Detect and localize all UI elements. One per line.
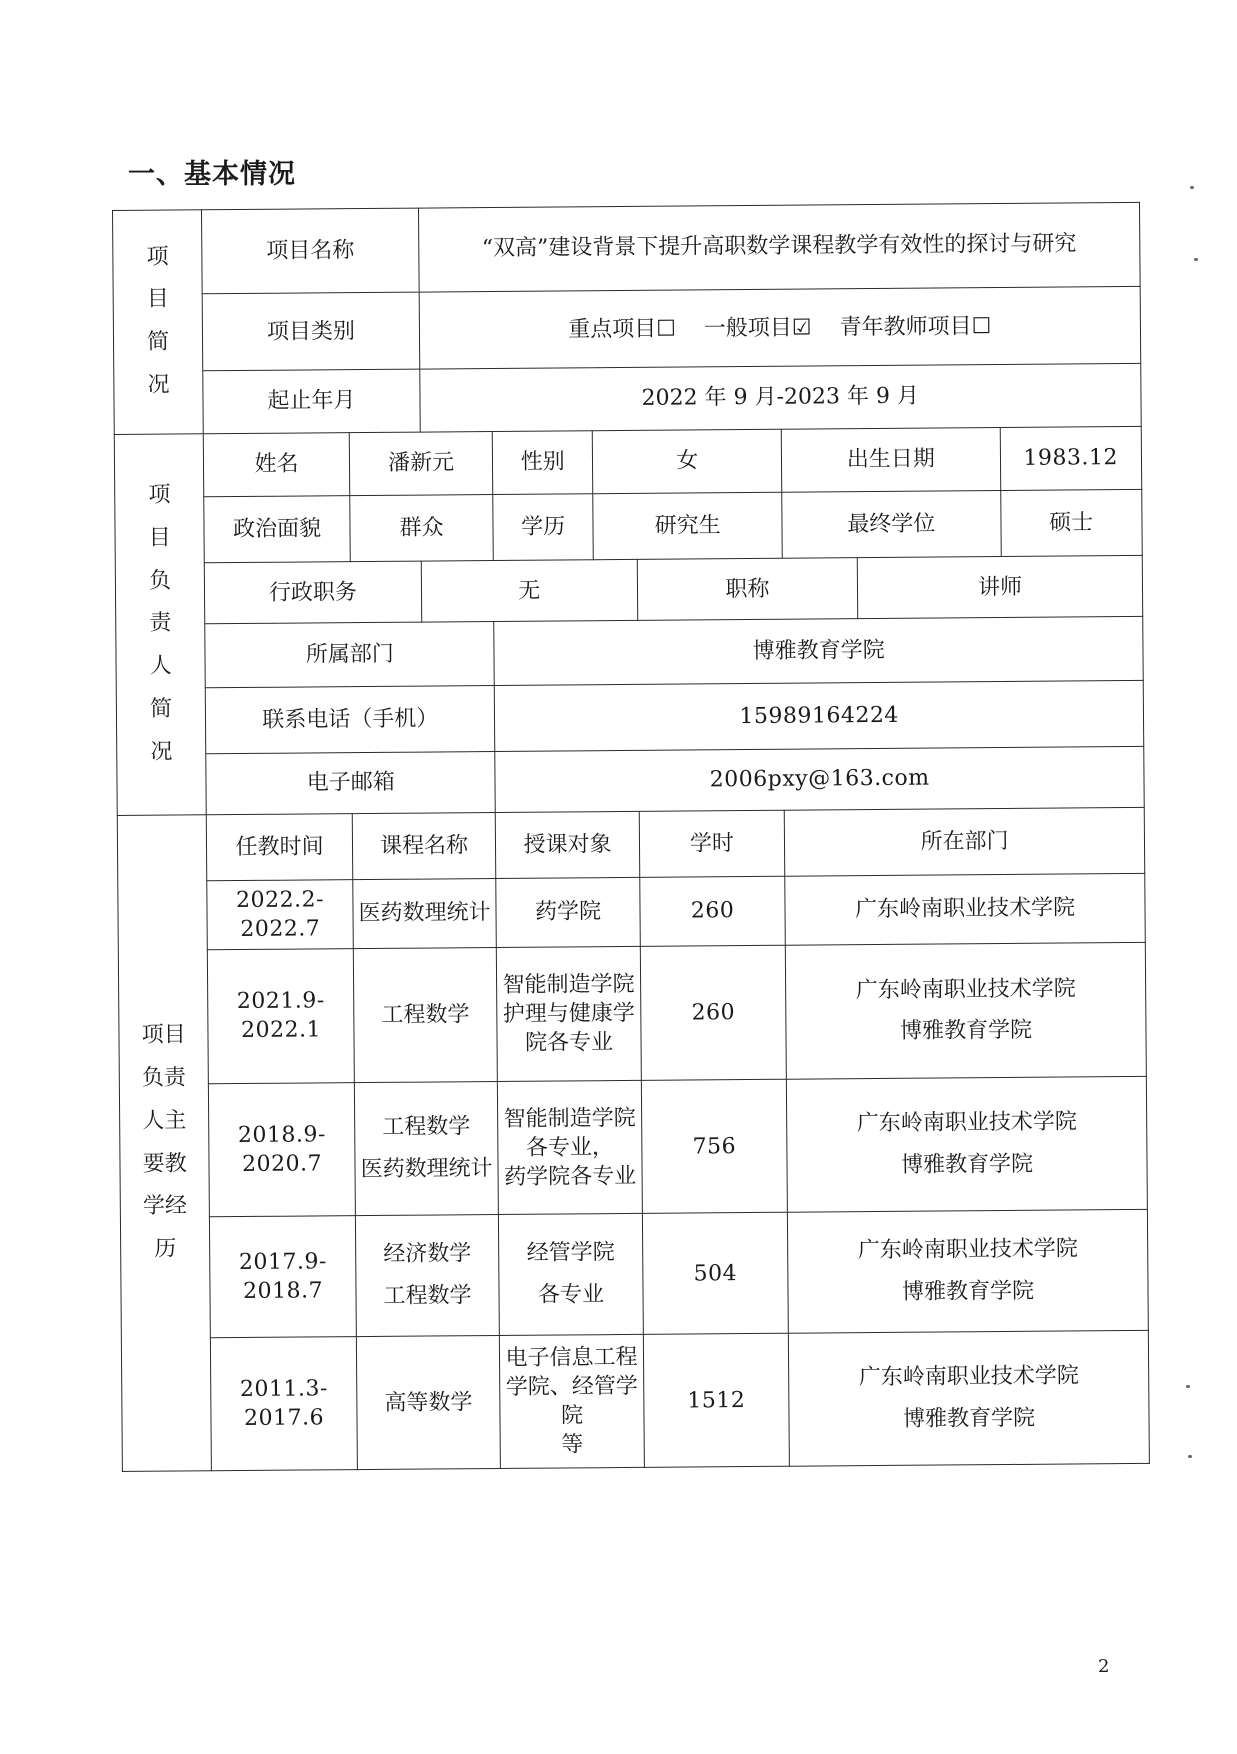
row-targets: 药学院 [496,877,640,947]
leader-row-2 [115,490,1142,564]
project-name-value: “双高”建设背景下提升高职数学课程教学有效性的探讨与研究 [418,202,1140,292]
birth-label: 出生日期 [781,427,1000,492]
scan-speck [1194,258,1198,261]
row-courses: 经济数学 工程数学 [355,1215,499,1337]
admin-value: 无 [421,559,638,622]
scan-speck [1186,1385,1190,1388]
education-label: 学历 [493,494,593,561]
table-row [120,1210,1148,1339]
email-value: 2006pxy@163.com [495,746,1144,812]
political-value: 群众 [350,495,494,562]
leader-row-1 [114,426,1141,498]
row-hours: 260 [640,876,786,946]
row-period: 2018.9-2020.7 [209,1082,356,1217]
project-period-value: 2022 年 9 月-2023 年 9 月 [419,364,1141,432]
header-period: 任教时间 [207,814,353,881]
row-targets: 经管学院 各专业 [499,1214,643,1336]
header-target: 授课对象 [496,811,640,878]
scan-speck [1188,1455,1192,1458]
project-period-label: 起止年月 [203,369,420,433]
name-label: 姓名 [204,432,350,497]
header-hours: 学时 [639,810,785,877]
degree-label: 最终学位 [782,491,1001,558]
project-type-label: 项目类别 [203,292,420,370]
row-period: 2021.9-2022.1 [208,949,355,1084]
row-period: 2022.2-2022.7 [207,879,353,949]
scan-speck [1190,186,1194,189]
political-label: 政治面貌 [204,496,350,563]
leader-row-4 [116,617,1143,689]
project-overview-label: 项 目 简 况 [113,210,204,434]
project-type-options: 重点项目☐ 一般项目☑ 青年教师项目☐ [419,287,1141,369]
row-hours: 260 [640,945,787,1080]
dept-label: 所属部门 [205,622,494,688]
row-hours: 756 [641,1079,788,1214]
row-depts: 广东岭南职业技术学院 博雅教育学院 [786,942,1147,1079]
row-period: 2017.9-2018.7 [210,1216,356,1338]
row-depts: 广东岭南职业技术学院 博雅教育学院 [788,1210,1149,1333]
row-hours: 504 [642,1213,788,1335]
gender-label: 性别 [493,430,593,494]
table-row [118,873,1146,950]
leader-row-6 [117,746,1144,815]
degree-value: 硕士 [1000,490,1142,557]
leader-overview-label: 项 目 负 责 人 简 况 [114,433,206,815]
name-value: 潘新元 [349,431,493,496]
teaching-header-row [117,808,1144,882]
table-row [119,1076,1147,1218]
birth-value: 1983.12 [1000,426,1142,491]
project-name-row [113,202,1141,294]
row-courses: 医药数理统计 [353,878,497,948]
dept-value: 博雅教育学院 [494,617,1143,686]
row-targets: 智能制造学院 护理与健康学 院各专业 [497,946,641,1081]
row-targets: 智能制造学院 各专业， 药学院各专业 [498,1080,642,1215]
section-heading: 一、基本情况 [128,159,296,190]
leader-row-5 [116,680,1143,754]
row-depts: 广东岭南职业技术学院 [785,873,1145,945]
title-label: 职称 [637,558,858,621]
row-hours: 1512 [643,1333,790,1467]
teaching-overview-label: 项目 负责 人主 要教 学经 历 [117,815,212,1472]
page-number: 2 [1098,1656,1110,1677]
row-period: 2011.3-2017.6 [211,1337,358,1471]
row-depts: 广东岭南职业技术学院 博雅教育学院 [787,1076,1148,1213]
project-period-row [114,364,1141,435]
email-label: 电子邮箱 [206,751,495,815]
title-value: 讲师 [857,555,1142,619]
table-row [118,942,1146,1084]
gender-value: 女 [592,429,782,494]
project-type-row [113,287,1141,372]
phone-label: 联系电话（手机） [206,685,495,753]
row-targets: 电子信息工程 学院、经管学院 等 [500,1334,644,1468]
row-depts: 广东岭南职业技术学院 博雅教育学院 [789,1330,1150,1466]
admin-label: 行政职务 [205,561,422,624]
basic-info-table [112,202,1150,1472]
row-courses: 工程数学 [353,947,497,1082]
header-course: 课程名称 [352,813,496,880]
row-courses: 工程数学 医药数理统计 [354,1081,498,1216]
table-row [121,1330,1149,1471]
leader-row-3 [115,555,1142,624]
header-dept: 所在部门 [784,808,1144,877]
project-name-label: 项目名称 [202,208,419,294]
education-value: 研究生 [593,492,783,559]
row-courses: 高等数学 [356,1336,500,1470]
phone-value: 15989164224 [495,680,1144,751]
basic-info-table-wrapper [112,202,1150,1472]
